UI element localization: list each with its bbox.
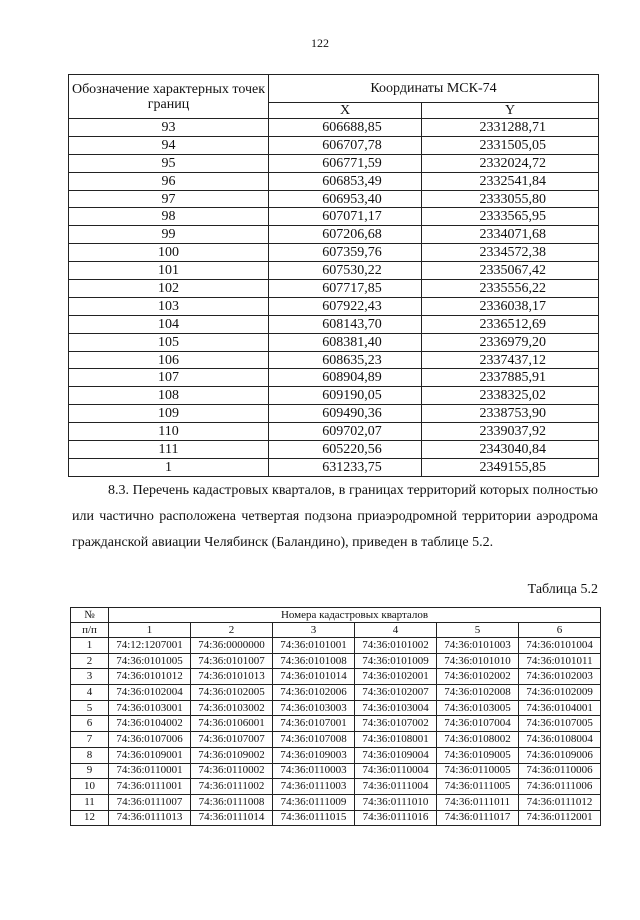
table-row <box>71 685 601 701</box>
point-cell: 110 <box>69 423 269 441</box>
y-coordinate-cell: 2336038,17 <box>422 297 599 315</box>
cadastral-number-cell: 74:36:0109003 <box>273 747 355 763</box>
cadastral-number-cell: 74:36:0101002 <box>355 638 437 654</box>
x-coordinate-cell: 607359,76 <box>269 244 422 262</box>
cadastral-number-cell: 74:36:0103002 <box>191 700 273 716</box>
y-coordinate-cell: 2338753,90 <box>422 405 599 423</box>
cadastral-number-cell: 74:36:0101012 <box>109 669 191 685</box>
y-coordinate-cell: 2336512,69 <box>422 315 599 333</box>
cadastral-number-cell: 74:36:0102003 <box>519 669 601 685</box>
cadastral-number-cell: 74:36:0111001 <box>109 779 191 795</box>
y-coordinate-cell: 2343040,84 <box>422 441 599 459</box>
x-coordinate-cell: 609190,05 <box>269 387 422 405</box>
y-coordinate-cell: 2331288,71 <box>422 119 599 137</box>
cadastral-number-cell: 74:36:0101008 <box>273 653 355 669</box>
y-coordinate-cell: 2349155,85 <box>422 458 599 476</box>
page-number: 122 <box>311 36 329 50</box>
point-cell: 97 <box>69 190 269 208</box>
cadastral-number-cell: 74:36:0103001 <box>109 700 191 716</box>
row-number-cell: 3 <box>71 669 109 685</box>
cadastral-number-cell: 74:36:0111009 <box>273 794 355 810</box>
table-row <box>71 794 601 810</box>
y-coordinate-cell: 2339037,92 <box>422 423 599 441</box>
table-row <box>69 405 599 423</box>
point-cell: 104 <box>69 315 269 333</box>
cadastral-number-cell: 74:36:0109005 <box>437 747 519 763</box>
cadastral-number-cell: 74:36:0101013 <box>191 669 273 685</box>
paragraph-8-3 <box>72 478 598 556</box>
table-row <box>69 441 599 459</box>
cadastral-number-cell: 74:36:0111012 <box>519 794 601 810</box>
cadastral-number-cell: 74:36:0107007 <box>191 732 273 748</box>
coordinates-table <box>68 74 599 477</box>
table-row <box>69 119 599 137</box>
table-row <box>69 226 599 244</box>
cadastral-number-cell: 74:36:0111005 <box>437 779 519 795</box>
cadastral-number-cell: 74:36:0112001 <box>519 810 601 826</box>
row-number-cell: 4 <box>71 685 109 701</box>
y-coordinate-cell: 2337437,12 <box>422 351 599 369</box>
table-row <box>69 280 599 298</box>
cadastral-number-cell: 74:36:0111002 <box>191 779 273 795</box>
point-cell: 99 <box>69 226 269 244</box>
y-coordinate-cell: 2332541,84 <box>422 172 599 190</box>
point-cell: 105 <box>69 333 269 351</box>
point-cell: 108 <box>69 387 269 405</box>
point-cell: 109 <box>69 405 269 423</box>
x-coordinate-cell: 606953,40 <box>269 190 422 208</box>
cadastral-number-cell: 74:36:0111014 <box>191 810 273 826</box>
x-coordinate-cell: 631233,75 <box>269 458 422 476</box>
cadastral-number-cell: 74:36:0107005 <box>519 716 601 732</box>
y-coordinate-cell: 2331505,05 <box>422 136 599 154</box>
cadastral-number-cell: 74:36:0109002 <box>191 747 273 763</box>
table-row <box>69 244 599 262</box>
x-coordinate-cell: 606853,49 <box>269 172 422 190</box>
cadastral-number-cell: 74:36:0108001 <box>355 732 437 748</box>
y-coordinate-cell: 2335556,22 <box>422 280 599 298</box>
table-row <box>69 458 599 476</box>
point-cell: 101 <box>69 262 269 280</box>
table-row <box>71 700 601 716</box>
table-row <box>71 810 601 826</box>
header-coordinates: Координаты МСК-74 <box>269 75 599 103</box>
cadastral-number-cell: 74:36:0101005 <box>109 653 191 669</box>
cadastral-number-cell: 74:36:0107006 <box>109 732 191 748</box>
row-number-cell: 2 <box>71 653 109 669</box>
point-cell: 98 <box>69 208 269 226</box>
cadastral-number-cell: 74:36:0107002 <box>355 716 437 732</box>
header-cadastral-title: Номера кадастровых кварталов <box>109 608 601 623</box>
row-number-cell: 8 <box>71 747 109 763</box>
cadastral-quarters-table <box>70 607 601 826</box>
table-row <box>71 763 601 779</box>
y-coordinate-cell: 2333565,95 <box>422 208 599 226</box>
paragraph-text: 8.3. Перечень кадастровых кварталов, в границах территорий которых полностью или частично расположена четвертая подзона приаэродромной территории аэродрома гражданской авиации Челябинск (Баландино), приведен в таблице 5.2. <box>72 483 598 550</box>
point-cell: 95 <box>69 154 269 172</box>
cadastral-number-cell: 74:36:0101007 <box>191 653 273 669</box>
table-row <box>69 136 599 154</box>
y-coordinate-cell: 2337885,91 <box>422 369 599 387</box>
table-row <box>69 262 599 280</box>
cadastral-number-cell: 74:36:0101010 <box>437 653 519 669</box>
column-number: 4 <box>355 623 437 638</box>
row-number-cell: 9 <box>71 763 109 779</box>
cadastral-number-cell: 74:36:0111008 <box>191 794 273 810</box>
cadastral-number-cell: 74:36:0110006 <box>519 763 601 779</box>
cadastral-number-cell: 74:36:0106001 <box>191 716 273 732</box>
x-coordinate-cell: 608904,89 <box>269 369 422 387</box>
row-number-cell: 5 <box>71 700 109 716</box>
cadastral-number-cell: 74:36:0104001 <box>519 700 601 716</box>
y-coordinate-cell: 2334572,38 <box>422 244 599 262</box>
cadastral-number-cell: 74:36:0109001 <box>109 747 191 763</box>
cadastral-number-cell: 74:36:0111017 <box>437 810 519 826</box>
x-coordinate-cell: 608635,23 <box>269 351 422 369</box>
column-number: 1 <box>109 623 191 638</box>
cadastral-number-cell: 74:36:0110003 <box>273 763 355 779</box>
x-coordinate-cell: 606707,78 <box>269 136 422 154</box>
cadastral-number-cell: 74:36:0102004 <box>109 685 191 701</box>
table-caption: Таблица 5.2 <box>527 582 598 597</box>
table-row <box>69 190 599 208</box>
column-number: 3 <box>273 623 355 638</box>
table-row <box>69 172 599 190</box>
cadastral-number-cell: 74:36:0111016 <box>355 810 437 826</box>
table-row <box>69 297 599 315</box>
cadastral-number-cell: 74:36:0108002 <box>437 732 519 748</box>
row-number-cell: 1 <box>71 638 109 654</box>
column-number: 6 <box>519 623 601 638</box>
point-cell: 103 <box>69 297 269 315</box>
cadastral-number-cell: 74:36:0102002 <box>437 669 519 685</box>
cadastral-number-cell: 74:36:0101009 <box>355 653 437 669</box>
point-cell: 96 <box>69 172 269 190</box>
table-row <box>71 747 601 763</box>
header-row-number: п/п <box>71 623 109 638</box>
table-row <box>71 779 601 795</box>
column-number: 2 <box>191 623 273 638</box>
table-row <box>71 653 601 669</box>
table-row <box>69 154 599 172</box>
cadastral-number-cell: 74:12:1207001 <box>109 638 191 654</box>
table-row <box>69 208 599 226</box>
cadastral-number-cell: 74:36:0102006 <box>273 685 355 701</box>
cadastral-number-cell: 74:36:0101003 <box>437 638 519 654</box>
cadastral-number-cell: 74:36:0103005 <box>437 700 519 716</box>
cadastral-number-cell: 74:36:0110004 <box>355 763 437 779</box>
cadastral-number-cell: 74:36:0107001 <box>273 716 355 732</box>
table-row <box>69 333 599 351</box>
cadastral-number-cell: 74:36:0101004 <box>519 638 601 654</box>
cadastral-number-cell: 74:36:0111003 <box>273 779 355 795</box>
point-cell: 100 <box>69 244 269 262</box>
y-coordinate-cell: 2338325,02 <box>422 387 599 405</box>
cadastral-number-cell: 74:36:0101001 <box>273 638 355 654</box>
cadastral-number-cell: 74:36:0111011 <box>437 794 519 810</box>
point-cell: 102 <box>69 280 269 298</box>
x-coordinate-cell: 607530,22 <box>269 262 422 280</box>
cadastral-number-cell: 74:36:0111013 <box>109 810 191 826</box>
header-number-symbol: № <box>71 608 109 623</box>
row-number-cell: 7 <box>71 732 109 748</box>
header-point-designation: Обозначение характерных точек границ <box>69 75 269 119</box>
column-number: 5 <box>437 623 519 638</box>
cadastral-number-cell: 74:36:0102007 <box>355 685 437 701</box>
table-row <box>71 732 601 748</box>
x-coordinate-cell: 605220,56 <box>269 441 422 459</box>
header-x: X <box>269 103 422 119</box>
row-number-cell: 12 <box>71 810 109 826</box>
table-row <box>69 423 599 441</box>
table-row <box>69 387 599 405</box>
cadastral-number-cell: 74:36:0102005 <box>191 685 273 701</box>
y-coordinate-cell: 2332024,72 <box>422 154 599 172</box>
x-coordinate-cell: 608381,40 <box>269 333 422 351</box>
cadastral-number-cell: 74:36:0104002 <box>109 716 191 732</box>
x-coordinate-cell: 609702,07 <box>269 423 422 441</box>
x-coordinate-cell: 609490,36 <box>269 405 422 423</box>
x-coordinate-cell: 606771,59 <box>269 154 422 172</box>
x-coordinate-cell: 607717,85 <box>269 280 422 298</box>
cadastral-number-cell: 74:36:0103004 <box>355 700 437 716</box>
x-coordinate-cell: 607206,68 <box>269 226 422 244</box>
y-coordinate-cell: 2334071,68 <box>422 226 599 244</box>
cadastral-number-cell: 74:36:0102001 <box>355 669 437 685</box>
cadastral-number-cell: 74:36:0111006 <box>519 779 601 795</box>
row-number-cell: 11 <box>71 794 109 810</box>
cadastral-number-cell: 74:36:0111004 <box>355 779 437 795</box>
cadastral-number-cell: 74:36:0101011 <box>519 653 601 669</box>
table-row <box>71 638 601 654</box>
header-y: Y <box>422 103 599 119</box>
cadastral-number-cell: 74:36:0103003 <box>273 700 355 716</box>
x-coordinate-cell: 606688,85 <box>269 119 422 137</box>
point-cell: 107 <box>69 369 269 387</box>
cadastral-number-cell: 74:36:0111007 <box>109 794 191 810</box>
x-coordinate-cell: 607071,17 <box>269 208 422 226</box>
table-row <box>71 669 601 685</box>
point-cell: 93 <box>69 119 269 137</box>
cadastral-number-cell: 74:36:0111010 <box>355 794 437 810</box>
cadastral-number-cell: 74:36:0110005 <box>437 763 519 779</box>
cadastral-number-cell: 74:36:0109004 <box>355 747 437 763</box>
point-cell: 94 <box>69 136 269 154</box>
cadastral-number-cell: 74:36:0101014 <box>273 669 355 685</box>
cadastral-number-cell: 74:36:0107004 <box>437 716 519 732</box>
y-coordinate-cell: 2336979,20 <box>422 333 599 351</box>
cadastral-number-cell: 74:36:0109006 <box>519 747 601 763</box>
table-row <box>69 351 599 369</box>
cadastral-number-cell: 74:36:0107008 <box>273 732 355 748</box>
row-number-cell: 6 <box>71 716 109 732</box>
x-coordinate-cell: 607922,43 <box>269 297 422 315</box>
table-row <box>69 315 599 333</box>
cadastral-number-cell: 74:36:0000000 <box>191 638 273 654</box>
table-row <box>69 369 599 387</box>
cadastral-number-cell: 74:36:0111015 <box>273 810 355 826</box>
point-cell: 1 <box>69 458 269 476</box>
y-coordinate-cell: 2333055,80 <box>422 190 599 208</box>
x-coordinate-cell: 608143,70 <box>269 315 422 333</box>
cadastral-number-cell: 74:36:0110001 <box>109 763 191 779</box>
cadastral-number-cell: 74:36:0102009 <box>519 685 601 701</box>
y-coordinate-cell: 2335067,42 <box>422 262 599 280</box>
row-number-cell: 10 <box>71 779 109 795</box>
cadastral-number-cell: 74:36:0108004 <box>519 732 601 748</box>
cadastral-number-cell: 74:36:0102008 <box>437 685 519 701</box>
point-cell: 106 <box>69 351 269 369</box>
point-cell: 111 <box>69 441 269 459</box>
table-row <box>71 716 601 732</box>
cadastral-number-cell: 74:36:0110002 <box>191 763 273 779</box>
